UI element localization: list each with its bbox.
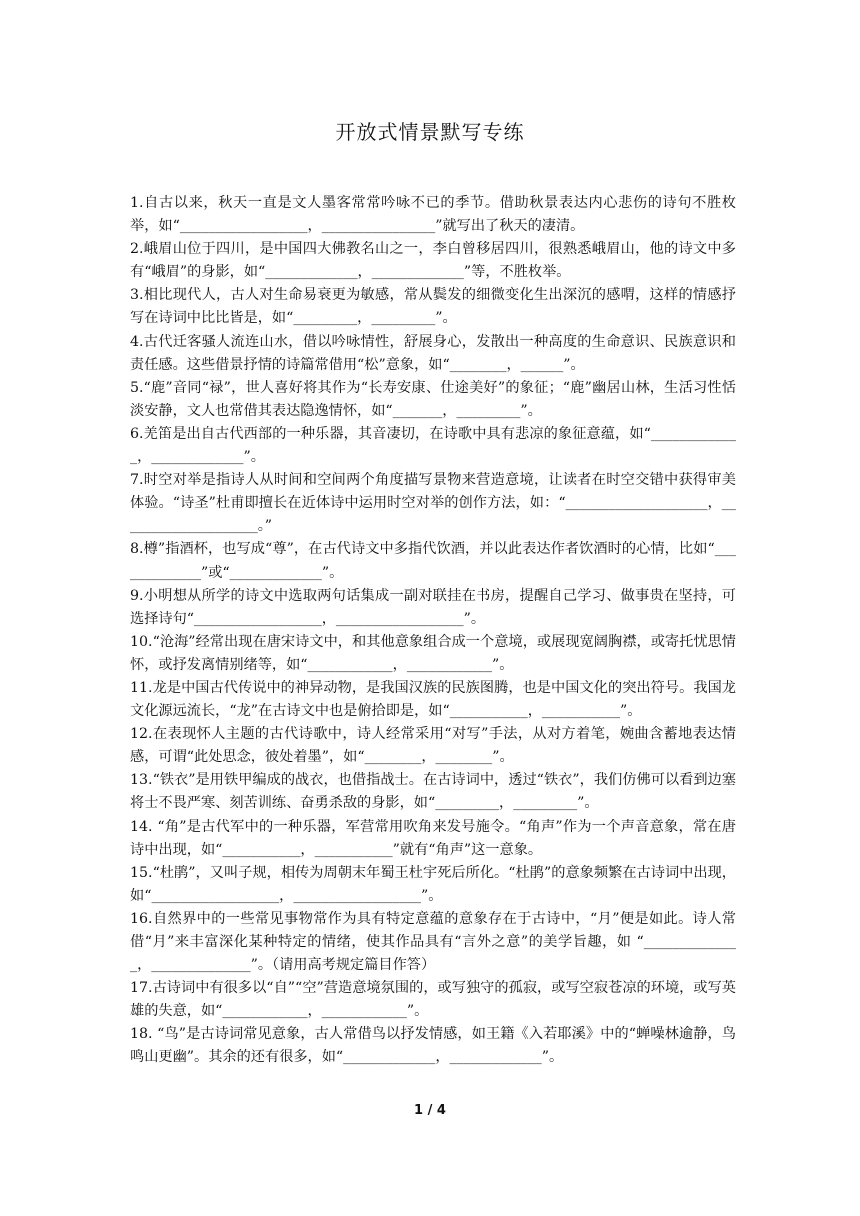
question-item: 14. “角”是古代军中的一种乐器，军营常用吹角来发号施令。“角声”作为一个声音意象，常在唐诗中出现，如“___________，___________”就有“角声”这一意象。 bbox=[130, 818, 736, 858]
question-item: 4.古代迁客骚人流连山水，借以吟咏情性，舒展身心，发散出一种高度的生命意识、民族意识和责任感。这些借景抒情的诗篇常借用“松”意象，如“________，______”。 bbox=[130, 333, 736, 373]
question-item: 18. “鸟”是古诗词常见意象，古人常借鸟以抒发情感，如王籍《入若耶溪》中的“蝉噪林逾静，鸟鸣山更幽”。其余的还有很多，如“_____________，_____________”。 bbox=[130, 1026, 736, 1066]
question-item: 10.“沧海”经常出现在唐宋诗文中，和其他意象组合成一个意境，或展现宽阔胸襟，或寄托忧思情怀，或抒发离情别绪等，如“____________，____________”。 bbox=[130, 633, 736, 673]
question-item: 6.羌笛是出自古代西部的一种乐器，其音凄切，在诗歌中具有悲凉的象征意蕴，如“_____________，_____________”。 bbox=[130, 425, 736, 466]
question-item: 15.“杜鹃”，又叫子规，相传为周朝末年蜀王杜宇死后所化。“杜鹃”的意象频繁在古诗词中出现，如“__________________，__________________”。 bbox=[130, 864, 736, 904]
page-number: 1 / 4 bbox=[414, 1103, 446, 1118]
question-item: 8.樽”指酒杯，也写成“尊”，在古代诗文中多指代饮酒，并以此表达作者饮酒时的心情，比如“_____________”或“_____________”。 bbox=[130, 541, 736, 581]
question-item: 16.自然界中的一些常见事物常作为具有特定意蕴的意象存在于古诗中，“月”便是如此。诗人常借“月”来丰富深化某种特定的情绪，使其作品具有“言外之意”的美学旨趣，如 “______________，______________”。（请用高考规定篇目作答） bbox=[130, 910, 736, 974]
question-item: 3.相比现代人，古人对生命易衰更为敏感，常从鬓发的细微变化生出深沉的感喟，这样的情感抒写在诗词中比比皆是，如“_________，_________”。 bbox=[130, 287, 736, 327]
question-item: 5.“鹿”音同“禄”，世人喜好将其作为“长寿安康、仕途美好”的象征；“鹿”幽居山林，生活习性恬淡安静，文人也常借其表达隐逸情怀，如“_______，_________”。 bbox=[130, 379, 736, 419]
question-item: 12.在表现怀人主题的古代诗歌中，诗人经常采用“对写”手法，从对方着笔，婉曲含蓄地表达情感，可谓“此处思念，彼处着墨”，如“________，________”。 bbox=[130, 726, 736, 766]
question-item: 11.龙是中国古代传说中的神异动物，是我国汉族的民族图腾，也是中国文化的突出符号。我国龙文化源远流长，“龙”在古诗文中也是俯拾即是，如“___________，___________”。 bbox=[130, 679, 736, 720]
question-item: 13.“铁衣”是用铁甲编成的战衣，也借指战士。在古诗词中，透过“铁衣”，我们仿佛可以看到边塞将士不畏严寒、刻苦训练、奋勇杀敌的身影，如“_________，_________”。 bbox=[130, 772, 736, 812]
question-item: 1.自古以来，秋天一直是文人墨客常常吟咏不已的季节。借助秋景表达内心悲伤的诗句不胜枚举，如“__________________，________________”就写出了秋天的凄清。 bbox=[130, 195, 736, 235]
question-item: 7.时空对举是指诗人从时间和空间两个角度描写景物来营造意境，让读者在时空交错中获得审美体验。“诗圣”杜甫即擅长在近体诗中运用时空对举的创作方法，如：“____________________，____________________。” bbox=[130, 472, 736, 535]
question-item: 17.古诗词中有很多以“自”“空”营造意境氛围的，或写独守的孤寂，或写空寂苍凉的环境，或写英雄的失意，如“____________，____________”。 bbox=[130, 980, 736, 1020]
question-item: 9.小明想从所学的诗文中选取两句话集成一副对联挂在书房，提醒自己学习、做事贵在坚持，可选择诗句“__________________，__________________”。 bbox=[130, 587, 736, 627]
page-title: 开放式情景默写专练 bbox=[335, 120, 525, 144]
question-list bbox=[130, 192, 736, 1070]
question-item: 2.峨眉山位于四川，是中国四大佛教名山之一，李白曾移居四川，很熟悉峨眉山，他的诗文中多有“峨眉”的身影，如“_____________，_____________”等，不胜枚举。 bbox=[130, 241, 736, 281]
